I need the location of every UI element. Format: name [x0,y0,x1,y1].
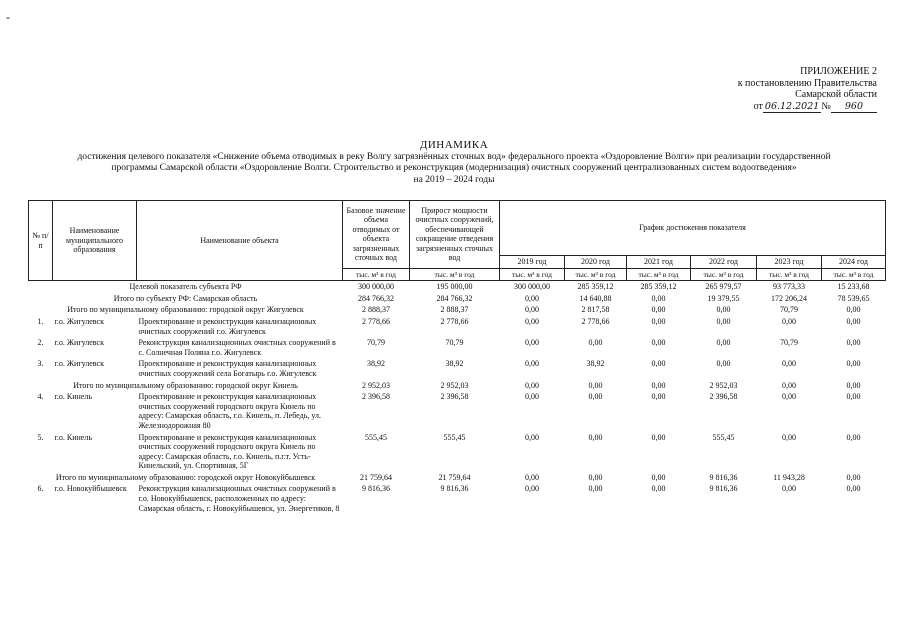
cell-2021: 0,00 [651,338,666,348]
cell-base: 9 816,36 [362,484,390,494]
cell-num: 1. [37,316,44,326]
cell-num: 5. [37,432,44,442]
header-year-2022: 2022 год [691,256,757,269]
cell-base: 2 952,03 [362,380,390,390]
cell-2019: 0,00 [525,305,539,315]
cell-municipality: г.о. Кинель [54,432,92,442]
cell-base: 70,79 [367,338,385,348]
cell-2023: 11 943,28 [773,472,805,482]
header-schedule: График достижения показателя [500,201,886,256]
cell-2023: 93 773,33 [773,282,805,292]
cell-2019: 0,00 [525,432,539,442]
header-municipality: Наименование муниципального образования [53,201,137,281]
cell-object: Реконструкция канализационных очистных сооружений в с. Солнечная Поляна г.о. Жигулевск [138,338,336,357]
row-item-4 [29,391,886,431]
title-line-3: на 2019 – 2024 годы [413,174,495,185]
cell-base: 284 766,32 [358,293,394,303]
cell-increase: 38,92 [445,359,464,369]
title-line-2: программы Самарской области «Оздоровление Волги. Строительство и реконструкция (модернизация) очистных сооружений централизованных систем водоотведения» [111,163,797,173]
row-label: Итого по муниципальному образованию: городской округ Жигулевск [67,305,304,315]
cell-2023: 0,00 [782,392,796,402]
cell-2024: 0,00 [846,484,861,494]
cell-2022: 19 379,55 [707,293,740,303]
cell-increase: 2 952,03 [440,380,469,390]
appendix-from: от [753,100,763,112]
cell-2021: 0,00 [651,432,666,442]
dynamics-table [28,200,886,514]
unit-2024: тыс. м³ в год [822,268,886,281]
cell-increase: 2 778,66 [440,316,469,326]
header-year-2023: 2023 год [757,256,822,269]
row-subtotal-novokuibyshevsk [29,472,886,484]
cell-2024: 78 539,65 [837,293,870,303]
cell-2021: 0,00 [651,305,666,315]
cell-2022: 9 816,36 [709,472,738,482]
cell-2022: 0,00 [716,359,731,369]
header-num: № п/п [29,201,53,281]
row-item-5 [29,432,886,472]
unit-2023: тыс. м³ в год [757,268,822,281]
cell-2021: 0,00 [651,484,666,494]
cell-2022: 0,00 [716,338,731,348]
cell-2020: 14 640,88 [579,293,612,303]
cell-2020: 0,00 [588,392,603,402]
cell-object: Проектирование и реконструкция канализационных очистных сооружений городского округа Кинель по адресу: Самарская область, г.о. Кинель, п. Лебедь, ул. Железнодорожная 80 [138,392,321,430]
document-title [20,140,888,186]
cell-base: 555,45 [365,432,387,442]
row-item-6 [29,483,886,514]
cell-2021: 0,00 [651,392,666,402]
cell-2020: 0,00 [588,338,603,348]
cell-2019: 0,00 [525,338,539,348]
cell-2023: 70,79 [780,338,798,348]
appendix-title: ПРИЛОЖЕНИЕ 2 [800,66,877,77]
cell-increase: 555,45 [443,432,466,442]
unit-2021: тыс. м³ в год [627,268,691,281]
cell-increase: 284 766,32 [436,293,473,303]
cell-2020: 38,92 [586,359,605,369]
cell-2019: 0,00 [525,359,539,369]
cell-2024: 0,00 [846,392,861,402]
row-label: Итого по муниципальному образованию: городской округ Кинель [73,380,298,390]
cell-2019: 0,00 [525,392,539,402]
title-line-1: достижения целевого показателя «Снижение объема отводимых в реку Волгу загрязнённых сточных вод» федерального проекта «Оздоровление Волги» при реализации государственной [77,151,831,162]
unit-base: тыс. м³ в год [343,268,410,281]
appendix-decree: к постановлению Правительства [737,77,877,89]
row-subtotal-kinel [29,380,886,392]
cell-2023: 0,00 [782,380,796,390]
cell-2024: 0,00 [846,316,861,326]
unit-2019: тыс. м³ в год [500,268,565,281]
header-year-2019: 2019 год [500,256,565,269]
cell-2023: 0,00 [782,316,796,326]
cell-2019: 0,00 [525,380,539,390]
cell-base: 2 888,37 [362,305,390,315]
cell-2024: 15 233,68 [837,282,870,292]
cell-num: 6. [37,484,44,494]
cell-municipality: г.о. Кинель [54,392,92,402]
cell-2022: 0,00 [716,316,731,326]
row-target [29,281,886,293]
title-heading: ДИНАМИКА [419,139,489,151]
cell-base: 21 759,64 [360,472,392,482]
cell-2023: 172 206,24 [771,293,807,303]
cell-2024: 0,00 [846,359,861,369]
cell-2024: 0,00 [846,338,861,348]
cell-2021: 0,00 [651,380,666,390]
cell-base: 38,92 [367,359,385,369]
cell-municipality: г.о. Новокуйбышевск [54,484,127,494]
cell-2024: 0,00 [846,472,861,482]
header-year-2021: 2021 год [627,256,691,269]
cell-2022: 555,45 [712,432,735,442]
cell-increase: 70,79 [445,338,464,348]
row-item-3 [29,358,886,379]
header-year-2024: 2024 год [822,256,886,269]
cell-2022: 2 952,03 [709,380,738,390]
header-increase: Прирост мощности очистных сооружений, обеспечивающей сокращение отведения загрязненных сточных вод [410,201,500,269]
cell-2021: 285 359,12 [640,282,677,292]
cell-2024: 0,00 [846,432,861,442]
cell-2021: 0,00 [651,359,666,369]
cell-increase: 21 759,64 [438,472,471,482]
corner-mark: - [6,10,10,24]
cell-base: 2 778,66 [362,316,390,326]
appendix-region: Самарской области [795,89,877,101]
cell-municipality: г.о. Жигулевск [54,338,104,348]
row-label: Итого по муниципальному образованию: городской округ Новокуйбышевск [55,472,316,482]
appendix-number: 960 [831,101,877,113]
cell-2021: 0,00 [651,293,666,303]
cell-municipality: г.о. Жигулевск [54,359,104,369]
cell-2021: 0,00 [651,472,666,482]
cell-2022: 2 396,58 [709,392,738,402]
cell-increase: 195 000,00 [436,282,473,292]
cell-object: Реконструкция канализационных очистных сооружений в г.о. Новокуйбышевск, расположенных по адресу: Самарская область, г. Новокуйбышевск, ул. Энергетиков, 8 [138,484,340,513]
row-item-2 [29,337,886,358]
cell-num: 2. [37,338,44,348]
cell-2019: 0,00 [525,293,539,303]
row-total [29,293,886,305]
row-label: Целевой показатель субъекта РФ [129,282,242,292]
appendix-reference [738,101,877,113]
cell-num: 3. [37,359,44,369]
cell-2022: 9 816,36 [709,484,738,494]
cell-base: 300 000,00 [358,282,394,292]
header-base: Базовое значение объема отводимых от объекта загрязненных сточных вод [343,201,410,269]
header-object: Наименование объекта [137,201,343,281]
unit-2022: тыс. м³ в год [691,268,757,281]
cell-increase: 9 816,36 [440,484,469,494]
cell-2020: 2 778,66 [581,316,610,326]
cell-2019: 300 000,00 [514,282,550,292]
cell-object: Проектирование и реконструкция канализационных очистных сооружений г.о. Жигулевск [138,316,317,336]
appendix-block [738,66,877,112]
row-label: Итого по субъекту РФ: Самарская область [113,293,258,303]
cell-2023: 0,00 [782,432,796,442]
cell-object: Проектирование и реконструкция канализационных очистных сооружений городского округа Кинель по адресу: Самарская область, г.о. Кинель, п.г.т. Усть-Кинельский, ул. Спортивная, 5Г [138,432,317,471]
cell-2022: 265 979,57 [705,282,742,292]
cell-increase: 2 888,37 [440,305,469,315]
cell-2020: 0,00 [588,472,603,482]
cell-base: 2 396,58 [362,392,390,402]
cell-2019: 0,00 [525,472,539,482]
appendix-date: 06.12.2021 [764,100,820,112]
cell-num: 4. [37,392,44,402]
cell-2022: 0,00 [716,305,731,315]
header-year-2020: 2020 год [565,256,627,269]
cell-2023: 70,79 [780,305,798,315]
cell-2020: 0,00 [588,380,603,390]
cell-2020: 0,00 [588,484,603,494]
cell-2024: 0,00 [846,380,861,390]
cell-2019: 0,00 [525,484,539,494]
row-subtotal-zhigulevsk [29,304,886,316]
cell-2020: 2 817,58 [581,305,610,315]
cell-2020: 0,00 [588,432,603,442]
cell-2023: 0,00 [782,484,796,494]
unit-increase: тыс. м³ в год [410,268,500,281]
unit-2020: тыс. м³ в год [565,268,627,281]
cell-2020: 285 359,12 [577,282,614,292]
cell-2023: 0,00 [782,359,796,369]
cell-2024: 0,00 [846,305,861,315]
cell-object: Проектирование и реконструкция канализационных очистных сооружений села Богатырь г.о. Жигулевск [138,359,317,378]
cell-increase: 2 396,58 [440,392,469,402]
appendix-no: № [821,100,831,112]
cell-municipality: г.о. Жигулевск [54,316,104,326]
cell-2019: 0,00 [525,316,539,326]
row-item-1 [29,316,886,337]
cell-2021: 0,00 [651,316,666,326]
